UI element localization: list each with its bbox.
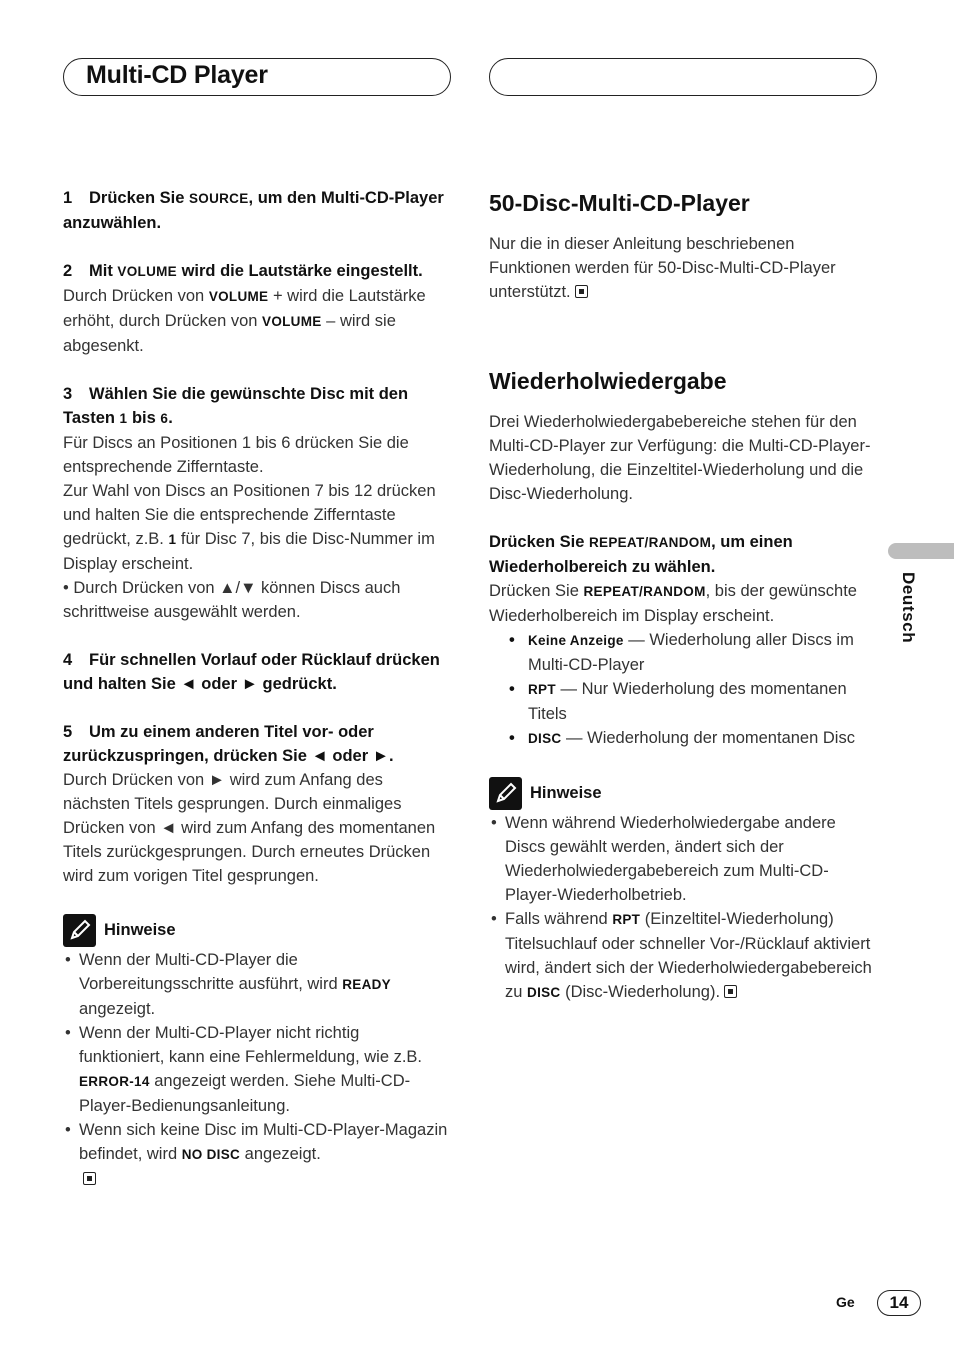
- end-mark-icon: [83, 1172, 96, 1185]
- note-item: • Wenn sich keine Disc im Multi-CD-Player-Magazin befindet, wird NO DISC angezeigt.: [63, 1118, 449, 1191]
- notes-header: [63, 912, 449, 948]
- end-mark-icon: [724, 985, 737, 998]
- footer-language: Ge: [836, 1294, 855, 1310]
- page-number: 14: [877, 1290, 921, 1316]
- side-tab: [888, 543, 954, 559]
- instruction-body: Drücken Sie REPEAT/RANDOM, bis der gewünschte Wiederholbereich im Display erscheint.: [489, 582, 857, 625]
- step-2-body: Durch Drücken von VOLUME + wird die Lautstärke erhöht, durch Drücken von VOLUME – wird sie abgesenkt.: [63, 287, 426, 355]
- left-column: [63, 186, 449, 1191]
- pencil-note-icon: [489, 777, 522, 810]
- header-title-box: [63, 58, 451, 96]
- right-column: [489, 186, 875, 1005]
- notes-label: Hinweise: [530, 784, 602, 802]
- paragraph-repeat: Drei Wiederholwiedergabebereiche stehen für den Multi-CD-Player zur Verfügung: die Multi-CD-Player-Wiederholung, die Einzeltitel-Wiederholung und die Disc-Wiederholung.: [489, 413, 871, 503]
- instruction: Drücken Sie REPEAT/RANDOM, um einen Wiederholbereich zu wählen.: [489, 533, 793, 576]
- heading-50-disc: 50-Disc-Multi-CD-Player: [489, 190, 750, 216]
- page-title: Multi-CD Player: [86, 61, 268, 89]
- step-5: 5 Um zu einem anderen Titel vor- oder zurückzuspringen, drücken Sie ◄ oder ►.: [63, 723, 394, 765]
- language-side-label: Deutsch: [899, 572, 918, 644]
- step-3-body-1: Für Discs an Positionen 1 bis 6 drücken Sie die entsprechende Zifferntaste.: [63, 434, 409, 476]
- step-3: 3 Wählen Sie die gewünschte Disc mit den Tasten 1 bis 6.: [63, 385, 409, 427]
- header-right-box: [489, 58, 877, 96]
- step-3-body-2: Zur Wahl von Discs an Positionen 7 bis 12 drücken und halten Sie die entsprechende Zifferntaste gedrückt, z.B. 1 für Disc 7, bis die Disc-Nummer im Display erscheint.: [63, 482, 436, 573]
- repeat-option: • DISC — Wiederholung der momentanen Disc: [489, 726, 875, 751]
- step-5-body: Durch Drücken von ► wird zum Anfang des nächsten Titels gesprungen. Durch einmaliges Drücken von ◄ wird zum Anfang des momentanen Titels zurückgesprungen. Durch erneutes Drücken wird zum vorigen Titel gesprungen.: [63, 771, 436, 885]
- notes-list: [63, 948, 449, 1191]
- note-item: • Wenn der Multi-CD-Player nicht richtig funktioniert, kann eine Fehlermeldung, wie z.B. ERROR-14 angezeigt werden. Siehe Multi-CD-Player-Bedienungsanleitung.: [63, 1021, 449, 1118]
- pencil-note-icon: [63, 914, 96, 947]
- step-2: 2 Mit VOLUME wird die Lautstärke eingestellt.: [63, 262, 423, 280]
- repeat-option: • Keine Anzeige — Wiederholung aller Discs im Multi-CD-Player: [489, 628, 875, 677]
- step-1: 1 Drücken Sie SOURCE, um den Multi-CD-Player anzuwählen.: [63, 189, 444, 232]
- repeat-option: • RPT — Nur Wiederholung des momentanen Titels: [489, 677, 875, 726]
- notes-list: [489, 811, 875, 1005]
- heading-repeat: Wiederholwiedergabe: [489, 368, 727, 394]
- note-item: • Falls während RPT (Einzeltitel-Wiederholung) Titelsuchlauf oder schneller Vor-/Rücklauf aktiviert wird, ändert sich der Wiederholwiedergabebereich zu DISC (Disc-Wiederholung).: [489, 907, 875, 1005]
- paragraph-50-disc: Nur die in dieser Anleitung beschriebenen Funktionen werden für 50-Disc-Multi-CD-Player unterstützt.: [489, 235, 836, 301]
- repeat-options: [489, 628, 875, 751]
- notes-header: [489, 775, 875, 811]
- notes-label: Hinweise: [104, 921, 176, 939]
- end-mark-icon: [575, 285, 588, 298]
- note-item: • Wenn während Wiederholwiedergabe andere Discs gewählt werden, ändert sich der Wiederholwiedergabebereich zum Multi-CD-Player-Wiederholbetrieb.: [489, 811, 875, 907]
- note-item: • Wenn der Multi-CD-Player die Vorbereitungsschritte ausführt, wird READY angezeigt.: [63, 948, 449, 1021]
- step-3-body-3: • Durch Drücken von ▲/▼ können Discs auch schrittweise ausgewählt werden.: [63, 579, 401, 621]
- step-4: 4 Für schnellen Vorlauf oder Rücklauf drücken und halten Sie ◄ oder ► gedrückt.: [63, 651, 440, 693]
